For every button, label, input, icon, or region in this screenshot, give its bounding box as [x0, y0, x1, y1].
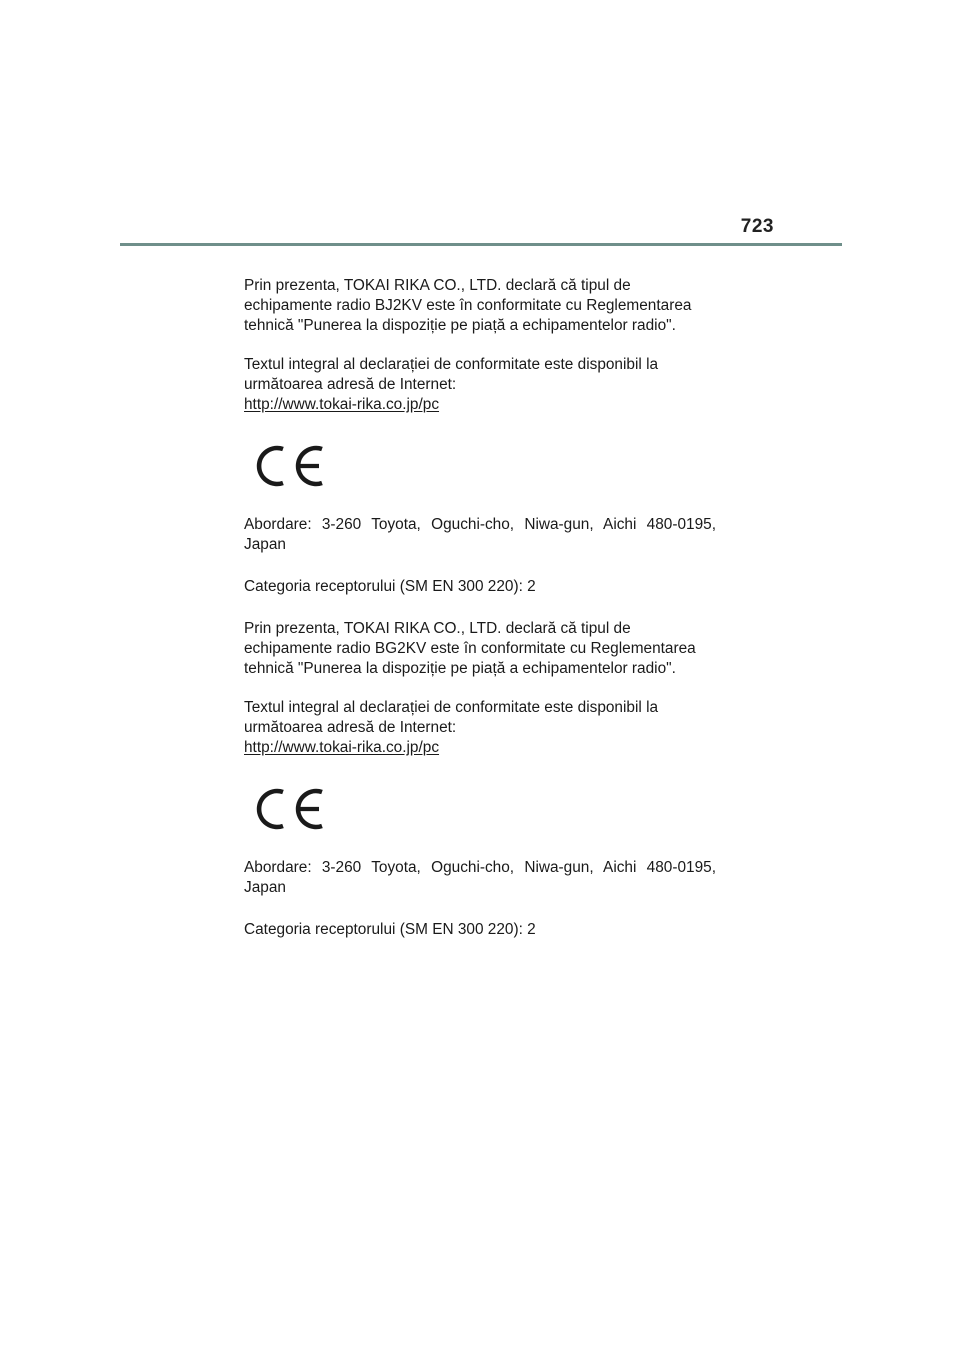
- declaration-text: Prin prezenta, TOKAI RIKA CO., LTD. declară că tipul de echipamente radio BJ2KV este în conformitate cu Reglementarea tehnică "Punerea la dispoziție pe piață a echipamentelor radio".: [244, 277, 692, 334]
- header-divider: [120, 243, 842, 246]
- declaration-url-link[interactable]: http://www.tokai-rika.co.jp/pc: [244, 739, 440, 756]
- ce-mark-icon: [252, 441, 326, 491]
- full-text-note: Textul integral al declarației de conformitate este disponibil la următoarea adresă de Internet:: [244, 356, 659, 393]
- declaration-section-bg2kv: [244, 619, 716, 940]
- declaration-url-link[interactable]: http://www.tokai-rika.co.jp/pc: [244, 396, 440, 413]
- receiver-category-text: Categoria receptorului (SM EN 300 220): 2: [244, 921, 536, 938]
- address-text: Abordare: 3-260 Toyota, Oguchi-cho, Niwa-gun, Aichi 480-0195, Japan: [244, 516, 716, 553]
- declaration-text: Prin prezenta, TOKAI RIKA CO., LTD. declară că tipul de echipamente radio BG2KV este în conformitate cu Reglementarea tehnică "Punerea la dispoziție pe piață a echipamentelor radio".: [244, 620, 696, 677]
- page-content: [244, 276, 716, 940]
- ce-mark-icon: [252, 784, 326, 834]
- page-number: 723: [740, 216, 774, 237]
- declaration-section-bj2kv: [244, 276, 716, 597]
- address-text: Abordare: 3-260 Toyota, Oguchi-cho, Niwa-gun, Aichi 480-0195, Japan: [244, 859, 716, 896]
- receiver-category-text: Categoria receptorului (SM EN 300 220): 2: [244, 578, 536, 595]
- full-text-note: Textul integral al declarației de conformitate este disponibil la următoarea adresă de Internet:: [244, 699, 659, 736]
